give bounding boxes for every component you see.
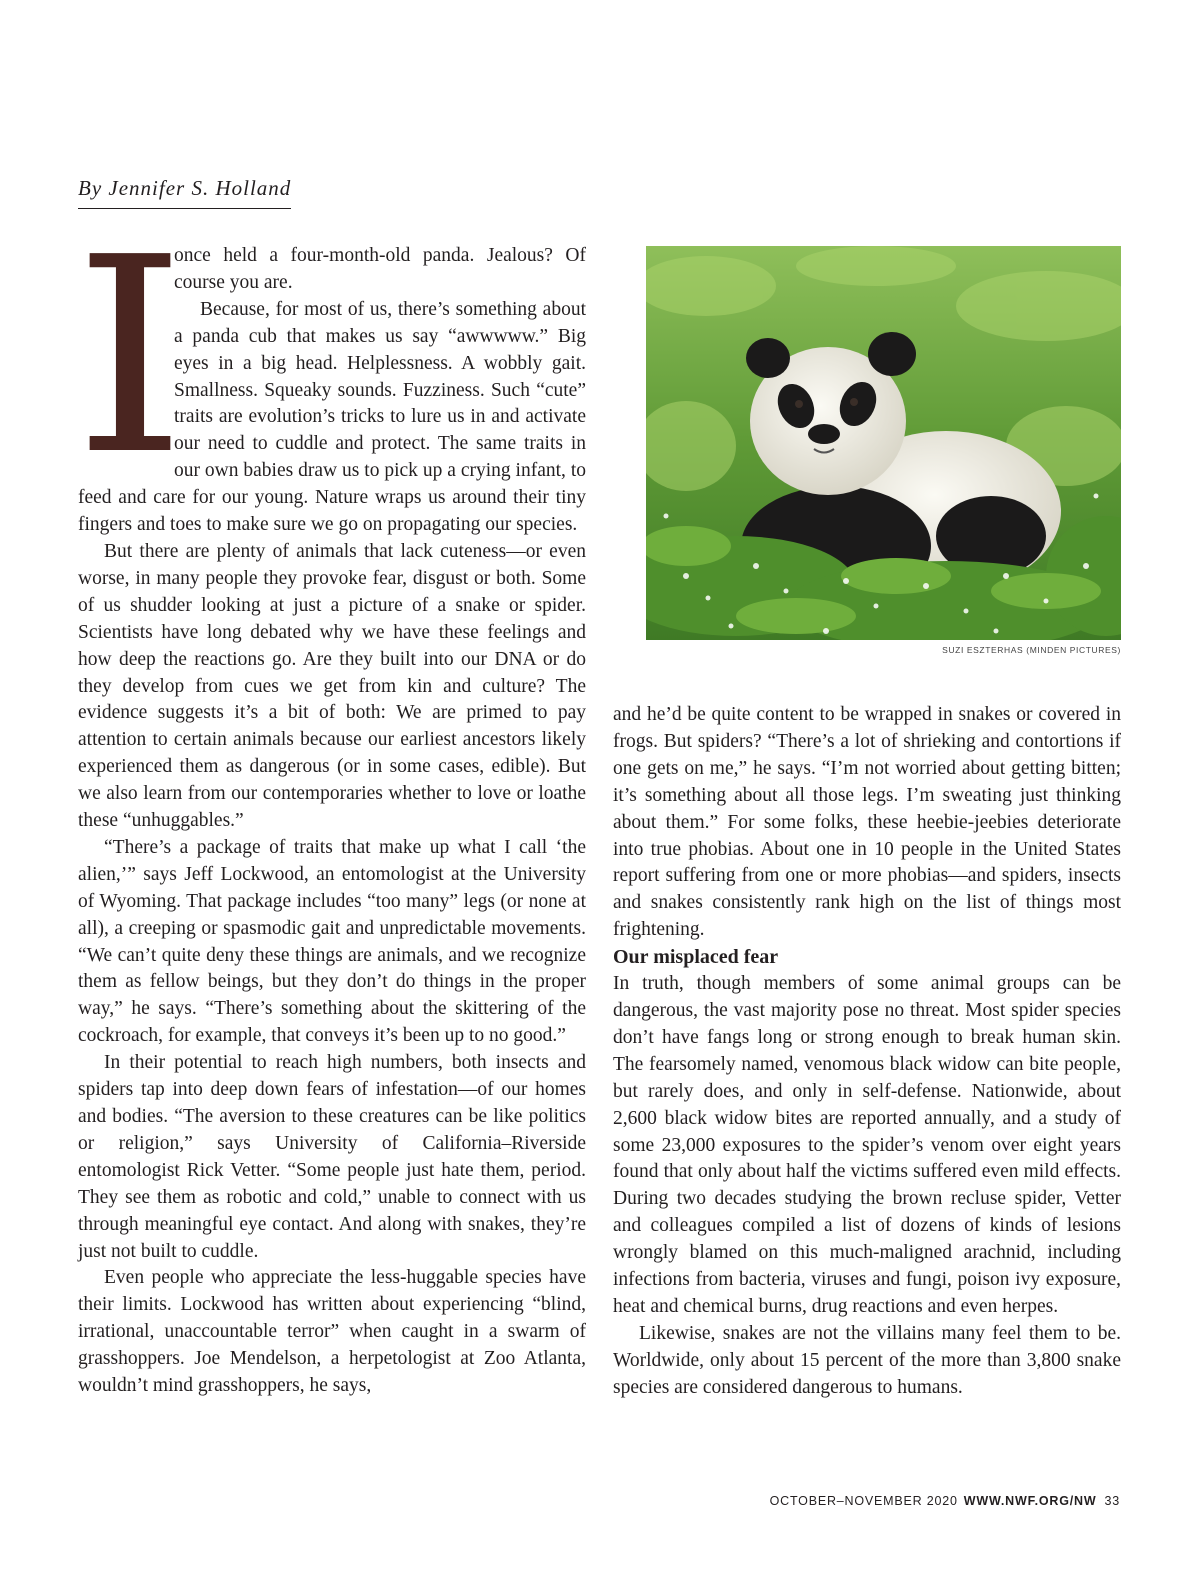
drop-cap: I	[74, 199, 186, 514]
body-paragraph: “There’s a package of traits that make up what I call ‘the alien,’” says Jeff Lockwood, an entomologist at the University of Wyoming. That package includes “too many” legs (or none at all), a creeping or spasmodic gait and unpredictable movements. “We can’t quite deny these things are animals, and we recognize them as fellow beings, but they don’t do things in the proper way,” he says. “There’s something about the skittering of the cockroach, for example, that conveys it’s been up to no good.”	[78, 836, 586, 1047]
body-paragraph: Even people who appreciate the less-huggable species have their limits. Lockwood has written about experiencing “blind, irrational, unaccountable terror” when caught in a swarm of grasshoppers. Joe Mendelson, a herpetologist at Zoo Atlanta, wouldn’t mind grasshoppers, he says,	[78, 1267, 586, 1397]
left-column	[74, 199, 586, 1400]
body-paragraph: Likewise, snakes are not the villains many feel them to be. Worldwide, only about 15 percent of the more than 3,800 snake species are considered dangerous to humans.	[613, 1322, 1121, 1398]
body-paragraph: Because, for most of us, there’s something about a panda cub that makes us say “awwwww.” Big eyes in a big head. Helplessness. A wobbly gait. Smallness. Squeaky sounds. Fuzziness. Such “cute” traits are evolution’s tricks to lure us in and activate our need to cuddle and protect. The same traits in our own babies draw us to pick up a crying infant, to feed and care for our young. Nature wraps us around their tiny fingers and toes to make sure we go on propagating our species.	[78, 298, 586, 536]
body-paragraph: In truth, though members of some animal groups can be dangerous, the vast majority pose no threat. Most spider species don’t have fangs long or strong enough to break human skin. The fearsomely named, venomous black widow can bite people, but rarely does, and only in self-defense. Nationwide, about 2,600 black widow bites are reported annually, and a study of some 23,000 exposures to the spider’s venom over eight years found that only about half the victims suffered even mild effects. During two decades studying the brown recluse spider, Vetter and colleagues compiled a list of dozens of kinds of lesions wrongly blamed on this much-maligned arachnid, including infections from bacteria, viruses and fungi, poison ivy exposure, heat and chemical burns, drug reactions and even herpes.	[613, 973, 1121, 1317]
panda-illustration	[646, 246, 1121, 640]
issue-date: OCTOBER–NOVEMBER 2020	[769, 1494, 958, 1508]
byline: By Jennifer S. Holland	[78, 176, 291, 209]
body-paragraph: In their potential to reach high numbers, both insects and spiders tap into deep down fears of infestation—of our homes and bodies. “The aversion to these creatures can be like politics or religion,” says University of California–Riverside entomologist Rick Vetter. “Some people just hate them, period. They see them as robotic and cold,” unable to connect with us through meaningful eye contact. And along with snakes, they’re just not built to cuddle.	[78, 1052, 586, 1262]
photo-credit: SUZI ESZTERHAS (MINDEN PICTURES)	[942, 645, 1121, 655]
body-paragraph: and he’d be quite content to be wrapped in snakes or covered in frogs. But spiders? “There’s a lot of shrieking and contortions if one gets on me,” he says. “I’m not worried about getting bitten; it’s something about all those legs. I’m sweating just thinking about them.” For some folks, these heebie-jeebies deteriorate into true phobias. About one in 10 people in the United States report suffering from one or more phobias—and spiders, insects and snakes consistently rank high on the list of things most frightening.	[613, 704, 1121, 941]
page-number: 33	[1104, 1494, 1120, 1508]
body-paragraph: once held a four-month-old panda. Jealous? Of course you are.	[174, 245, 586, 293]
right-column	[613, 702, 1121, 1402]
body-paragraph: But there are plenty of animals that lack cuteness—or even worse, in many people they provoke fear, disgust or both. Some of us shudder looking at just a picture of a snake or spider. Scientists have long debated why we have these feelings and how deep the reactions go. Are they built into our DNA or do they develop from cues we get from kin and culture? The evidence suggests it’s a bit of both: We are primed to pay attention to certain animals because our earliest ancestors likely experienced them as dangerous (or in some cases, edible). But we also learn from our contemporaries whether to love or loathe these “unhuggables.”	[78, 540, 586, 832]
page-footer	[770, 1494, 1120, 1508]
section-subhead: Our misplaced fear	[613, 946, 779, 969]
panda-photo	[646, 246, 1121, 640]
website-link[interactable]: WWW.NWF.ORG/NW	[963, 1494, 1097, 1508]
